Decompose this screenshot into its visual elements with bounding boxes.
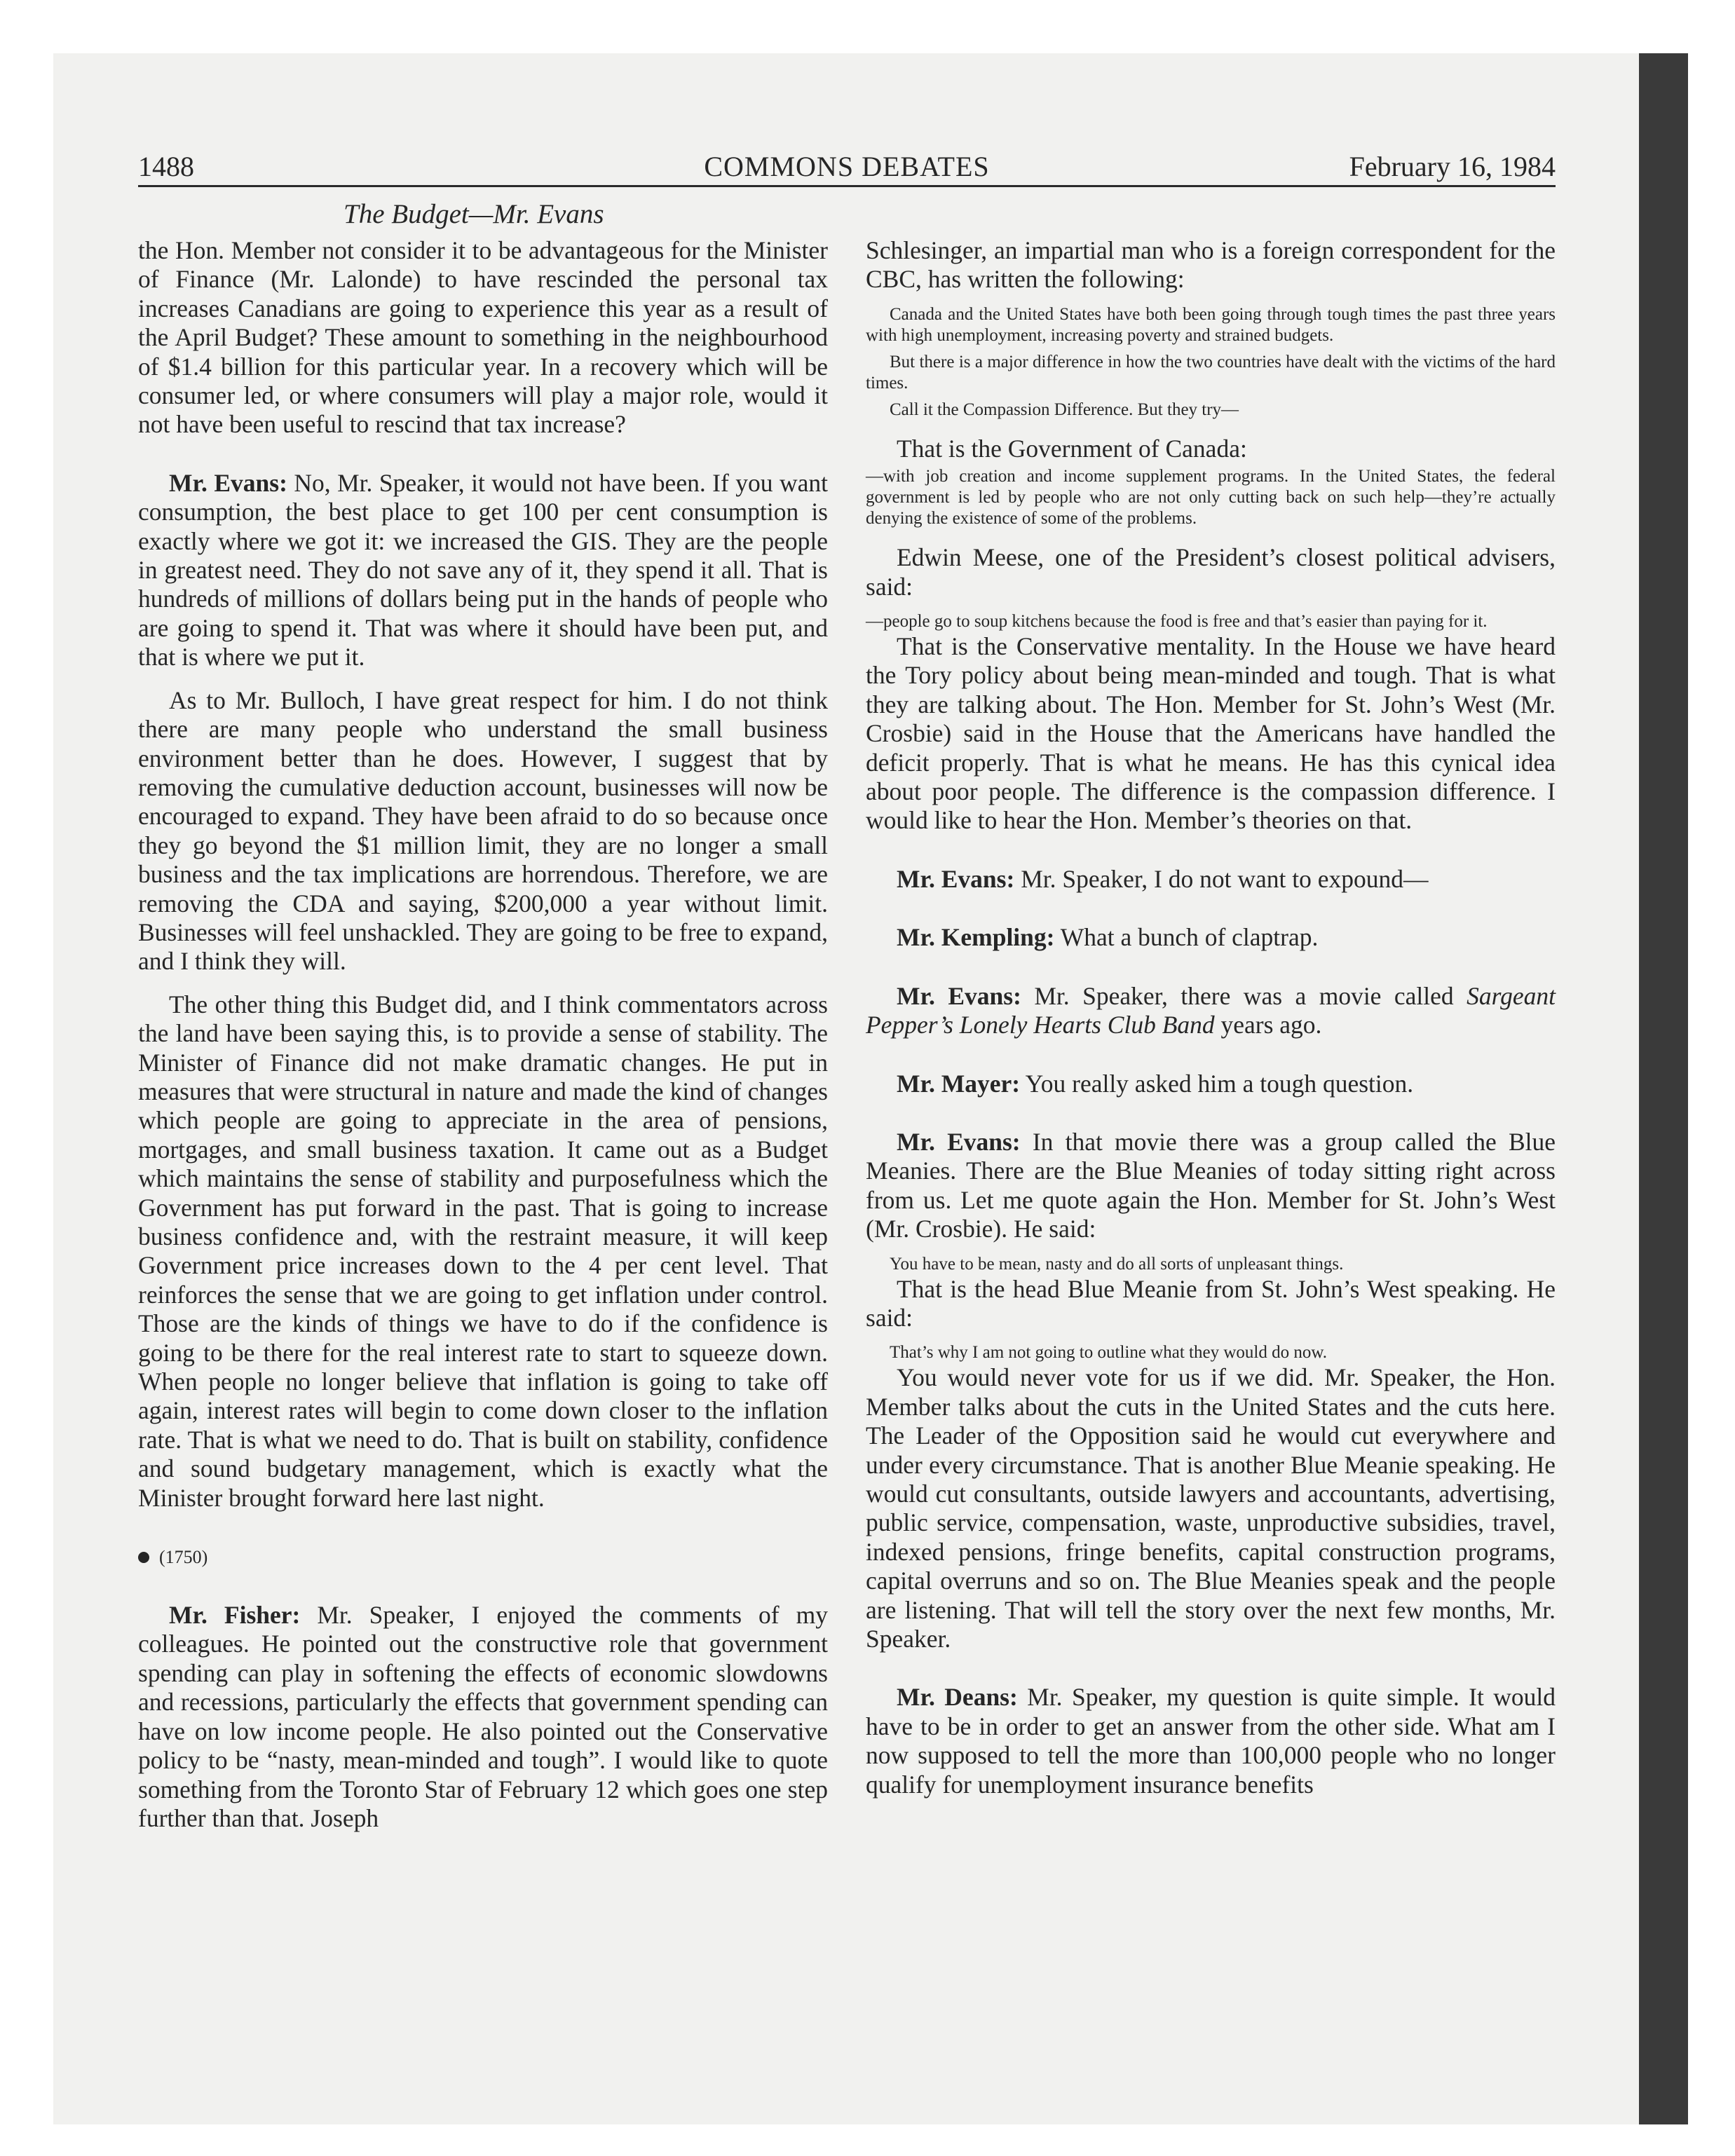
bullet-icon bbox=[138, 1552, 149, 1563]
speaker-name: Mr. Deans: bbox=[897, 1683, 1018, 1712]
speaker-name: Mr. Evans: bbox=[897, 1127, 1021, 1156]
speech-paragraph bbox=[866, 1128, 1556, 1244]
paragraph: As to Mr. Bulloch, I have great respect for him. I do not think there are many people who understand the small business environment better than he does. However, I suggest that by removing the cumulative deduction account, businesses will now be encouraged to expand. They have been afraid to do so because once they go beyond the $1 million limit, they are no longer a small business and the tax implications are horrendous. Therefore, we are removing the CDA and saying, $200,000 a year without limit. Businesses will feel unshackled. They are going to be free to expand, and I think they will. bbox=[138, 685, 828, 976]
block-quote: Call it the Compassion Difference. But they try— bbox=[890, 400, 1239, 419]
paragraph: That is the Government of Canada: bbox=[897, 434, 1247, 463]
speech-paragraph bbox=[866, 1070, 1556, 1098]
speech-text: years ago. bbox=[1214, 1011, 1322, 1039]
page-header bbox=[138, 150, 1556, 184]
right-column bbox=[866, 236, 1556, 1799]
speech-text: In that movie there was a group called the Blue Meanies. There are the Blue Meanies of today sitting right across from us. Let me quote again the Hon. Member for St. John’s West (Mr. Crosbie). He said: bbox=[866, 1127, 1556, 1243]
movie-title: Sargeant Pepper’s Lonely Hearts Club Band bbox=[866, 981, 1556, 1039]
speaker-name: Mr. Evans: bbox=[897, 864, 1015, 893]
time-marker bbox=[138, 1543, 828, 1571]
header-rule bbox=[138, 185, 1556, 187]
journal-title: COMMONS DEBATES bbox=[704, 151, 990, 182]
block-quote: —people go to soup kitchens because the food is free and that’s easier than paying for it. bbox=[866, 612, 1488, 632]
scan-edge-shadow bbox=[1639, 53, 1688, 2124]
speaker-name: Mr. Kempling: bbox=[897, 923, 1055, 952]
speech-paragraph bbox=[866, 865, 1556, 894]
block-quote: Canada and the United States have both been going through tough times the past three years with high unemployment, increasing poverty and strained budgets. bbox=[866, 304, 1556, 345]
paragraph: The other thing this Budget did, and I think commentators across the land have been saying this, is to provide a sense of stability. The Minister of Finance did not make dramatic changes. He put in measures that were structural in nature and made the kind of changes which people are going to appreciate in the area of pensions, mortgages, and small business taxation. It came out as a Budget which maintains the sense of stability and purposefulness which the Government has put forward in the past. That is going to increase business confidence and, with the restraint measure, it will keep Government price increases down to the 4 per cent level. That reinforces the sense that we are going to get inflation under control. Those are the kinds of things we have to do if the confidence is going to be there for the real interest rate to start to squeeze down. When people no longer believe that inflation is going to take off again, interest rates will begin to come down closer to the inflation rate. That is what we need to do. That is built on stability, confidence and sound budgetary management, which is exactly what the Minister brought forward here last night. bbox=[138, 990, 828, 1512]
block-quote: —with job creation and income supplement programs. In the United States, the federal government is led by people who are not only cutting back on such help—they’re actually denying the existence of some of the problems. bbox=[866, 467, 1556, 528]
paragraph: You would never vote for us if we did. Mr. Speaker, the Hon. Member talks about the cuts in the United States and the cuts here. The Leader of the Opposition said he would cut everywhere and under every circumstance. That is another Blue Meanie speaking. He would cut consultants, outside lawyers and accountants, advertising, public service, compensation, waste, unproductive subsidies, travel, indexed pensions, fringe benefits, capital construction programs, capital overruns and so on. The Blue Meanies speak and the people are listening. That will tell the story over the next few months, Mr. Speaker. bbox=[866, 1363, 1556, 1653]
speaker-name: Mr. Evans: bbox=[169, 468, 287, 497]
left-column bbox=[138, 236, 828, 1833]
block-quote: That’s why I am not going to outline what they would do now. bbox=[890, 1343, 1327, 1363]
speech-text: No, Mr. Speaker, it would not have been. If you want consumption, the best place to get 100 per cent consumption is exactly where we got it: we increased the GIS. They are the people in greatest need. They do not save any of it, they spend it all. That is hundreds of millions of dollars being put in the hands of people who are going to spend it. That was where it should have been put, and that is where we put it. bbox=[138, 468, 828, 671]
speaker-name: Mr. Evans: bbox=[897, 981, 1021, 1010]
speaker-name: Mr. Mayer: bbox=[897, 1069, 1021, 1098]
speech-paragraph bbox=[866, 1683, 1556, 1799]
block-quote: You have to be mean, nasty and do all sorts of unpleasant things. bbox=[890, 1254, 1344, 1274]
paragraph: Schlesinger, an impartial man who is a foreign correspondent for the CBC, has written the following: bbox=[866, 236, 1556, 294]
page-number: 1488 bbox=[138, 151, 194, 182]
speech-paragraph bbox=[866, 982, 1556, 1040]
running-head: The Budget—Mr. Evans bbox=[343, 199, 604, 229]
issue-date: February 16, 1984 bbox=[1349, 151, 1556, 182]
paragraph: That is the Conservative mentality. In the House we have heard the Tory policy about being mean-minded and tough. That is what they are talking about. The Hon. Member for St. John’s West (Mr. Crosbie) said in the House that the Americans have handled the deficit properly. That is what he means. He has this cynical idea about poor people. The difference is the compassion difference. I would like to hear the Hon. Member’s theories on that. bbox=[866, 632, 1556, 835]
speech-text: Mr. Speaker, I enjoyed the comments of my colleagues. He pointed out the constructive role that government spending can play in softening the effects of economic slowdowns and recessions, particularly the effects that government spending can have on low income people. He also pointed out the Conservative policy to be “nasty, mean-minded and tough”. I would like to quote something from the Toronto Star of February 12 which goes one step further than that. Joseph bbox=[138, 1601, 828, 1832]
speech-paragraph bbox=[866, 923, 1556, 952]
speech-text: Mr. Speaker, my question is quite simple. It would have to be in order to get an answer from the other side. What am I now supposed to tell the more than 100,000 people who no longer qualify for unemployment insurance benefits bbox=[866, 1683, 1556, 1799]
block-quote: But there is a major difference in how the two countries have dealt with the victims of the hard times. bbox=[866, 352, 1556, 393]
speech-text: You really asked him a tough question. bbox=[1020, 1069, 1414, 1098]
speech-text: Mr. Speaker, I do not want to expound— bbox=[1014, 864, 1429, 893]
speech-text: What a bunch of claptrap. bbox=[1054, 923, 1319, 952]
paragraph: That is the head Blue Meanie from St. John’s West speaking. He said: bbox=[866, 1274, 1556, 1332]
speaker-name: Mr. Fisher: bbox=[169, 1601, 301, 1630]
speech-paragraph bbox=[138, 1601, 828, 1833]
time-marker-text: (1750) bbox=[159, 1547, 208, 1568]
speech-paragraph bbox=[138, 469, 828, 672]
paragraph: Edwin Meese, one of the President’s closest political advisers, said: bbox=[866, 543, 1556, 601]
speech-text: Mr. Speaker, there was a movie called bbox=[1021, 981, 1467, 1010]
paragraph: the Hon. Member not consider it to be advantageous for the Minister of Finance (Mr. Lalonde) to have rescinded the personal tax increases Canadians are going to experience this year as a result of the April Budget? These amount to something in the neighbourhood of $1.4 billion for this particular year. In a recovery which will be consumer led, or where consumers will play a major role, would it not have been useful to rescind that tax increase? bbox=[138, 236, 828, 439]
